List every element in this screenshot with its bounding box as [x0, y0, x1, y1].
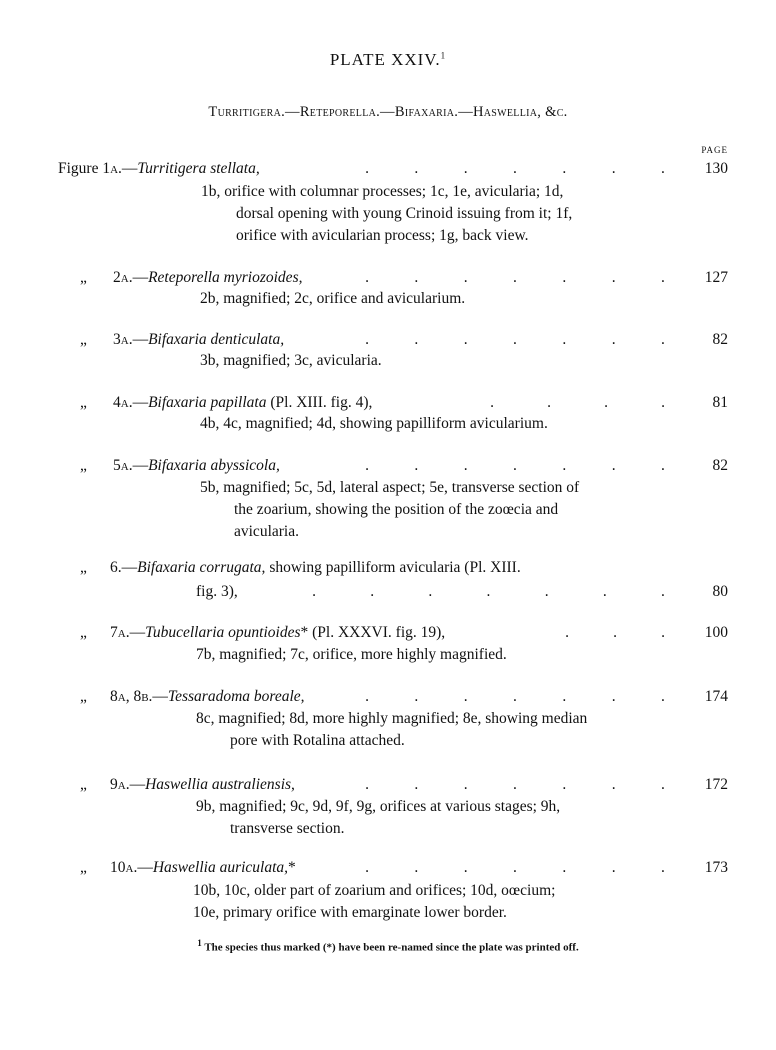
leader-dots: . . . . . . . — [365, 776, 665, 793]
entry-6-continuation: fig. 3), . . . . . . . 80 — [0, 581, 776, 603]
entry-2-description: 2b, magnified; 2c, orifice and avicularium. — [200, 290, 466, 307]
leader-dots: . . . . . . . — [365, 269, 665, 286]
entry-4-page: 81 — [712, 394, 728, 411]
entry-2-heading: „ 2a.—Reteporella myriozoides, . . . . . . . 127 — [0, 267, 776, 289]
leader-dots: . . . . . . . — [312, 583, 665, 600]
leader-dots: . . . . . . . — [365, 160, 665, 177]
ditto-mark: „ — [80, 688, 87, 705]
entry-5-page: 82 — [712, 457, 728, 474]
entry-7-heading: „ 7a.—Tubucellaria opuntioides* (Pl. XXXVI. fig. 19), . . . 100 — [0, 622, 776, 644]
entry-4-heading: „ 4a.—Bifaxaria papillata (Pl. XIII. fig. 4), . . . . 81 — [0, 392, 776, 414]
leader-dots: . . . . . . . — [365, 457, 665, 474]
leader-dots: . . . . . . . — [365, 859, 665, 876]
entry-3-heading: „ 3a.—Bifaxaria denticulata, . . . . . . . 82 — [0, 329, 776, 351]
entry-8-heading: „ 8a, 8b.—Tessaradoma boreale, . . . . . . . 174 — [0, 686, 776, 708]
entry-2-page: 127 — [704, 269, 728, 286]
entry-8-description: 8c, magnified; 8d, more highly magnified; 8e, showing median pore with Rotalina attached. — [196, 710, 588, 749]
entry-6-page: 80 — [712, 583, 728, 600]
entry-9-page: 172 — [704, 776, 728, 793]
entry-7-page: 100 — [704, 624, 728, 641]
entry-7-description: 7b, magnified; 7c, orifice, more highly magnified. — [196, 646, 507, 663]
entry-10-heading: „ 10a.—Haswellia auriculata,* . . . . . . . 173 — [0, 857, 776, 879]
entry-9-description: 9b, magnified; 9c, 9d, 9f, 9g, orifices at various stages; 9h, transverse section. — [196, 798, 561, 837]
entry-6-heading: „ 6.—Bifaxaria corrugata, showing papilliform avicularia (Pl. XIII. — [0, 557, 776, 579]
leader-dots: . . . . — [490, 394, 665, 411]
entry-3-description: 3b, magnified; 3c, avicularia. — [200, 352, 382, 369]
title-footnote-mark: 1 — [440, 50, 447, 61]
entry-9-heading: „ 9a.—Haswellia australiensis, . . . . . . . 172 — [0, 774, 776, 796]
footnote: $^1$ The species thus marked (*) have been re-named since the plate was printed off. — [197, 938, 579, 954]
leader-dots: . . . — [565, 624, 665, 641]
entry-5-description: 5b, magnified; 5c, 5d, lateral aspect; 5e, transverse section of the zoarium, showing the position of the zoœcia and avicularia. — [200, 479, 580, 540]
plate-subtitle: Turritigera.—Reteporella.—Bifaxaria.—Haswellia, &c. — [208, 104, 568, 120]
page-column-header: PAGE — [701, 145, 728, 155]
plate-title: PLATE XXIV.$^1$ — [329, 50, 447, 69]
leader-dots: . . . . . . . — [365, 688, 665, 705]
ditto-mark: „ — [80, 559, 87, 576]
ditto-mark: „ — [80, 269, 87, 286]
footnote-mark: 1 — [197, 938, 202, 948]
ditto-mark: „ — [80, 457, 87, 474]
figure-word: Figure 1a.—Turritigera stellata, — [58, 160, 260, 177]
entry-10-page: 173 — [704, 859, 728, 876]
entry-3-page: 82 — [712, 331, 728, 348]
entry-5-heading: „ 5a.—Bifaxaria abyssicola, . . . . . . . 82 — [0, 455, 776, 477]
ditto-mark: „ — [80, 776, 87, 793]
entry-1-page: 130 — [704, 160, 728, 177]
entry-4-description: 4b, 4c, magnified; 4d, showing papilliform avicularium. — [200, 415, 548, 432]
entry-10-description: 10b, 10c, older part of zoarium and orifices; 10d, oœcium; 10e, primary orifice with emarginate lower border. — [193, 882, 556, 921]
leader-dots: . . . . . . . — [365, 331, 665, 348]
ditto-mark: „ — [80, 394, 87, 411]
ditto-mark: „ — [80, 859, 87, 876]
entry-8-page: 174 — [704, 688, 728, 705]
entry-1-heading — [0, 158, 776, 180]
entry-1-description: 1b, orifice with columnar processes; 1c, 1e, avicularia; 1d, dorsal opening with young Crinoid issuing from it; 1f, orifice with avicularian process; 1g, back view. — [201, 183, 573, 244]
ditto-mark: „ — [80, 331, 87, 348]
ditto-mark: „ — [80, 624, 87, 641]
